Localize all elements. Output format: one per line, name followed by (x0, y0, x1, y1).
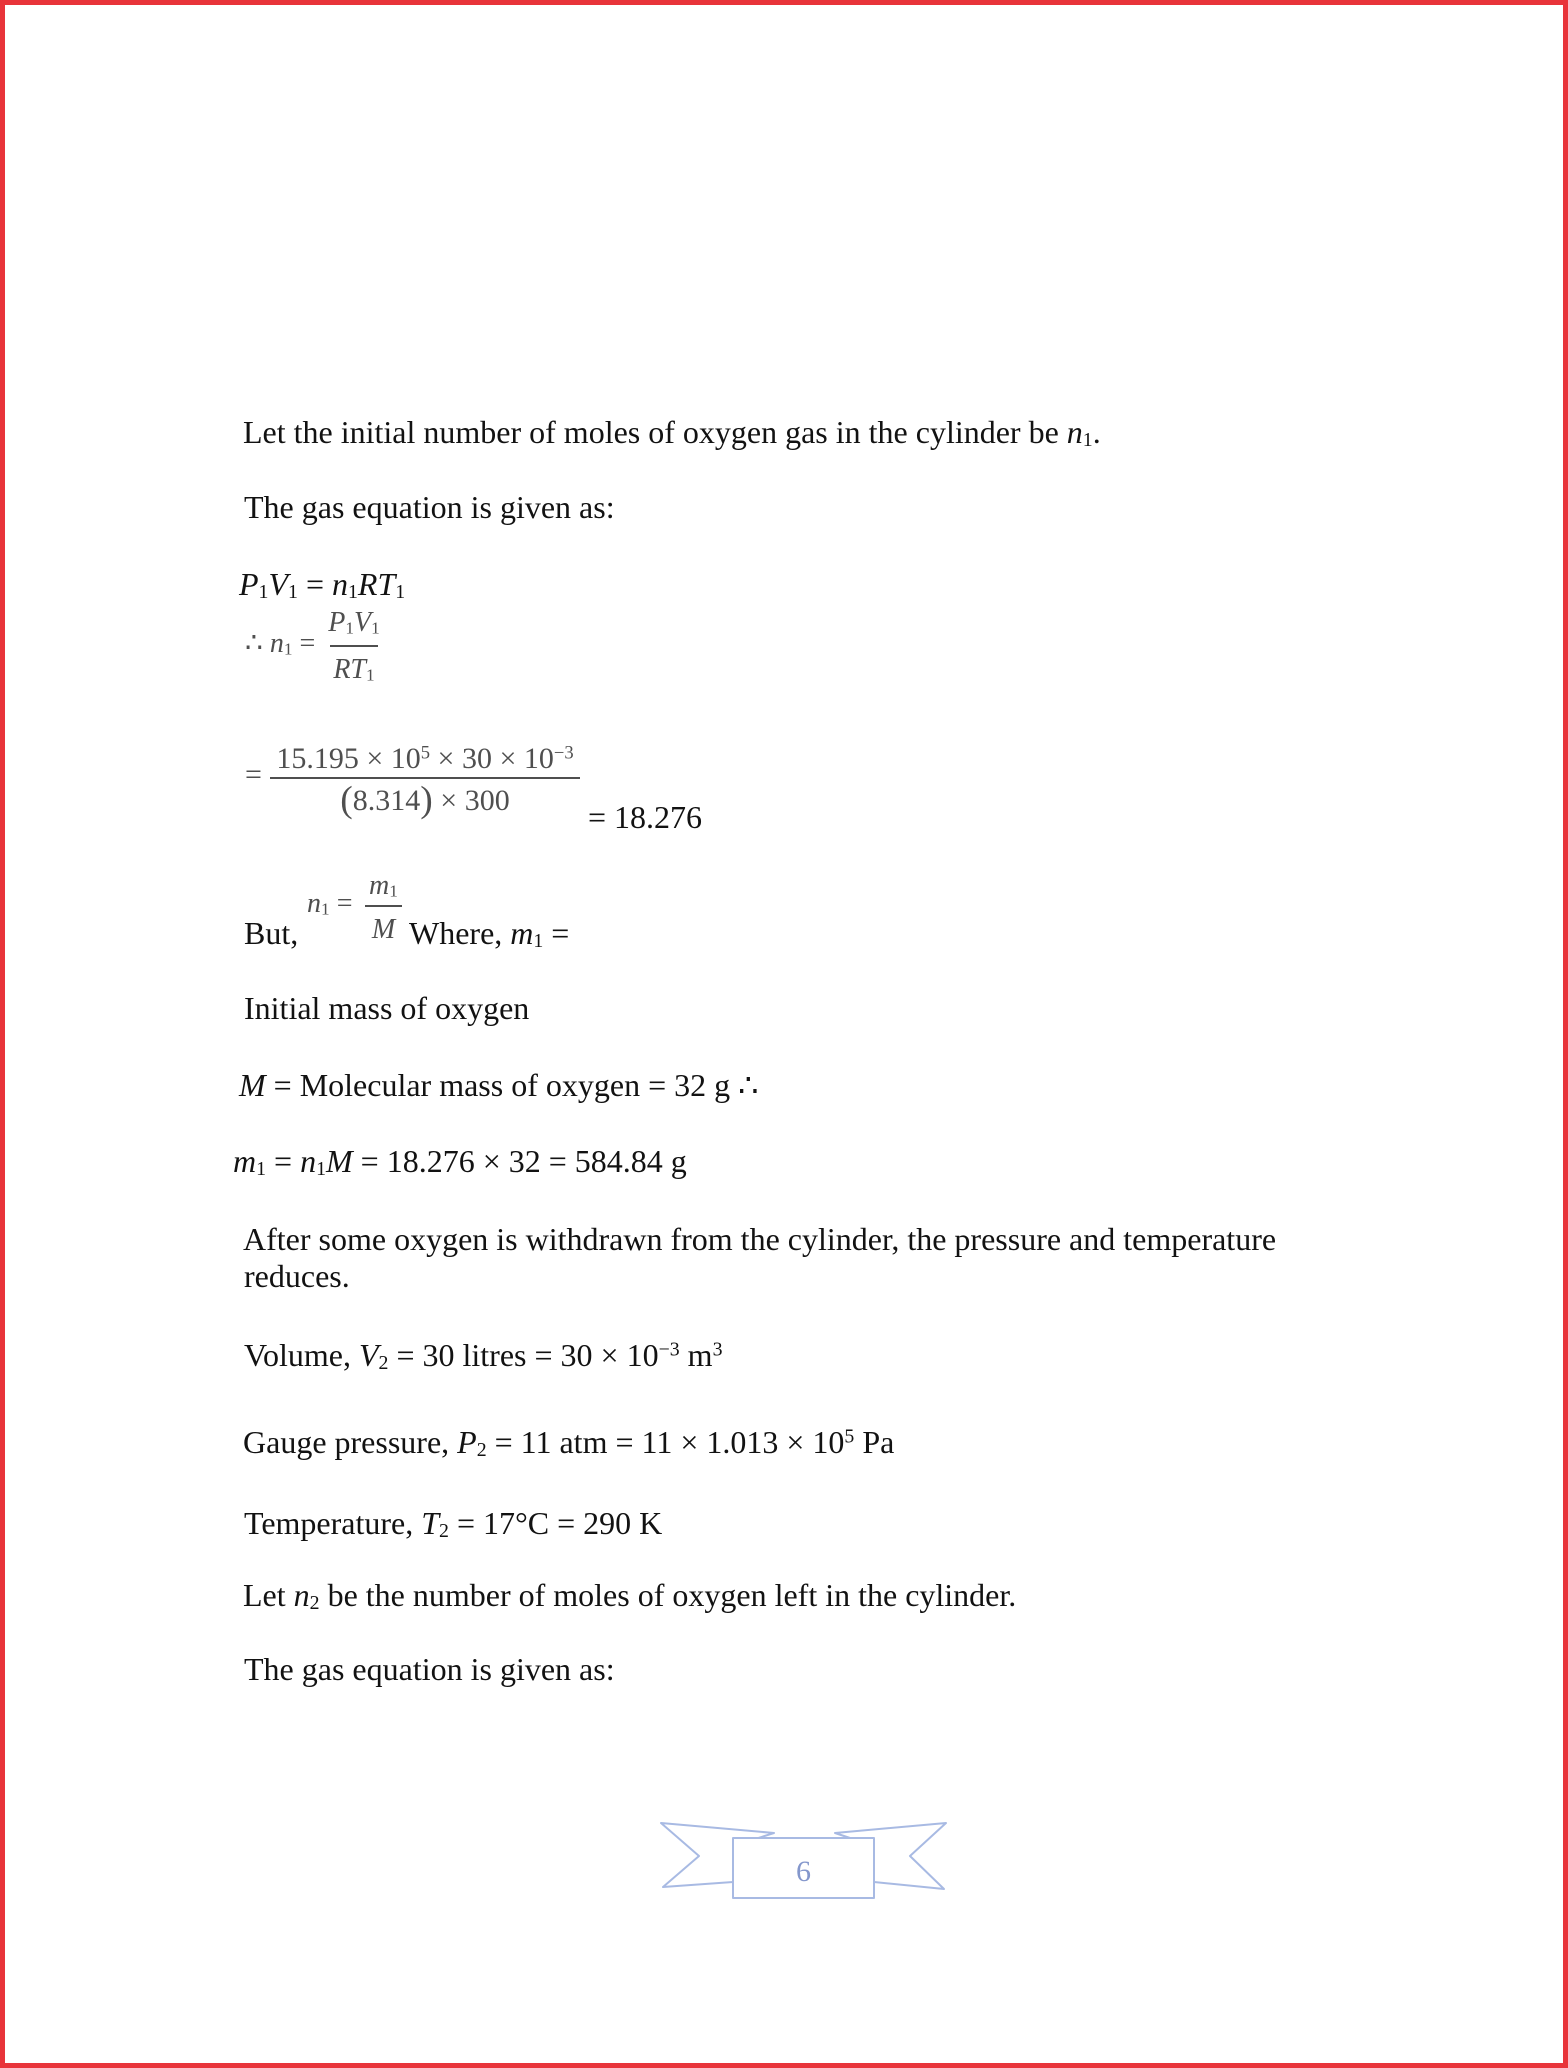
let-text: Let (243, 1577, 294, 1613)
pressure-variable: P (457, 1424, 477, 1460)
moles-subscript: 1 (1082, 428, 1093, 451)
moles-subscript: 2 (309, 1591, 320, 1614)
gas-equation-label-1: The gas equation is given as: (244, 489, 615, 525)
n1-formula-lhs (245, 628, 315, 660)
moles-subscript: 1 (283, 639, 293, 659)
temperature-subscript: 1 (395, 580, 406, 603)
pressure-subscript: 1 (258, 580, 269, 603)
temperature-label: Temperature, (244, 1505, 422, 1541)
n1-formula-denominator (314, 654, 394, 686)
n1-value-equals: = (245, 758, 262, 791)
volume-line (244, 1337, 722, 1374)
volume-text: = 30 litres = 30 × 10 (388, 1337, 659, 1373)
moles-variable: n (300, 1143, 317, 1179)
initial-mass-line: Initial mass of oxygen (244, 990, 530, 1026)
equals-sign: = (266, 1143, 301, 1179)
gas-equation-label-2: The gas equation is given as: (244, 1651, 615, 1687)
moles-subscript: 1 (316, 1157, 326, 1180)
molar-mass-variable: M (326, 1143, 353, 1179)
mass-relation-numerator (343, 870, 424, 902)
temperature-subscript: 2 (439, 1519, 449, 1542)
page-number: 6 (796, 1855, 811, 1888)
molar-mass-variable: M (371, 914, 396, 945)
numerator-text: 15.195 × 10 (276, 742, 421, 775)
moles-left-text: be the number of moles of oxygen left in the cylinder. (319, 1577, 1017, 1613)
intro-line (243, 414, 1101, 451)
exponent: −3 (553, 742, 574, 764)
equals-sign: = (543, 915, 570, 951)
n1-value-numerator (250, 742, 600, 776)
where-m1-line (409, 915, 569, 952)
volume-subscript: 1 (371, 618, 380, 638)
n1-value-denominator (250, 779, 600, 821)
mass-subscript: 1 (533, 929, 544, 952)
withdrawn-line-1: After some oxygen is withdrawn from the cylinder, the pressure and temperature (243, 1221, 1277, 1257)
moles-variable: n (293, 1577, 310, 1613)
moles-variable: n (269, 628, 284, 659)
temperature-line (244, 1505, 662, 1542)
volume-variable: V (354, 607, 372, 638)
moles-subscript: 1 (321, 899, 330, 919)
where-text: Where, (409, 915, 511, 951)
gas-constant-temperature: RT (333, 654, 366, 685)
mass-calculation-text: = 18.276 × 32 = 584.84 g (352, 1143, 687, 1179)
temperature-subscript: 1 (366, 665, 375, 685)
molar-mass-variable: M (239, 1067, 266, 1103)
mass-variable: m (510, 915, 534, 951)
open-parenthesis: ( (340, 779, 353, 821)
temperature-variable: T (421, 1505, 440, 1541)
volume-subscript: 1 (288, 580, 298, 603)
but-label: But, (244, 915, 299, 951)
molecular-mass-text: = Molecular mass of oxygen = 32 g ∴ (265, 1067, 759, 1103)
gas-constant-value: 8.314 (352, 784, 421, 817)
temperature-value: × 300 (432, 784, 510, 817)
exponent: −3 (658, 1338, 680, 1361)
unit-text: Pa (854, 1424, 895, 1460)
volume-label: Volume, (244, 1337, 359, 1373)
n1-formula-numerator (314, 607, 394, 639)
therefore-symbol: ∴ (245, 628, 270, 659)
numerator-text: × 30 × 10 (430, 742, 554, 775)
moles-left-line (243, 1577, 1016, 1614)
volume-variable: V (358, 1337, 379, 1373)
equals-sign: = (297, 566, 332, 602)
moles-variable: n (307, 888, 321, 919)
temperature-text: = 17°C = 290 K (448, 1505, 663, 1541)
mass-subscript: 1 (389, 881, 398, 901)
volume-variable: V (268, 566, 289, 602)
ideal-gas-equation-initial (239, 566, 405, 603)
mass-relation-fraction-bar (365, 905, 402, 907)
gas-constant-temperature: RT (357, 566, 396, 602)
n1-formula-fraction-bar (330, 645, 378, 647)
mass-variable: m (369, 870, 390, 901)
gauge-pressure-line (243, 1424, 894, 1461)
exponent: 3 (712, 1338, 723, 1361)
exponent: 5 (844, 1425, 855, 1448)
equals-sign: = (329, 888, 353, 919)
unit-text: m (679, 1337, 713, 1373)
pressure-variable: P (239, 566, 259, 602)
mass-variable: m (233, 1143, 257, 1179)
volume-subscript: 2 (378, 1351, 389, 1374)
pressure-label: Gauge pressure, (243, 1424, 458, 1460)
pressure-subscript: 2 (476, 1438, 487, 1461)
equals-sign: = (292, 628, 316, 659)
moles-variable: n (331, 566, 348, 602)
n1-result: = 18.276 (588, 799, 703, 835)
moles-subscript: 1 (347, 580, 358, 603)
withdrawn-line-2: reduces. (244, 1258, 350, 1294)
mass-calculation-line (233, 1143, 687, 1180)
pressure-subscript: 1 (345, 618, 354, 638)
molecular-mass-line (239, 1067, 758, 1104)
moles-variable: n (1066, 414, 1083, 450)
close-parenthesis: ) (420, 779, 433, 821)
mass-subscript: 1 (256, 1157, 267, 1180)
pressure-text: = 11 atm = 11 × 1.013 × 10 (486, 1424, 845, 1460)
pressure-variable: P (328, 607, 346, 638)
exponent: 5 (420, 742, 431, 764)
intro-period: . (1092, 414, 1101, 450)
intro-text: Let the initial number of moles of oxygen gas in the cylinder be (243, 414, 1067, 450)
